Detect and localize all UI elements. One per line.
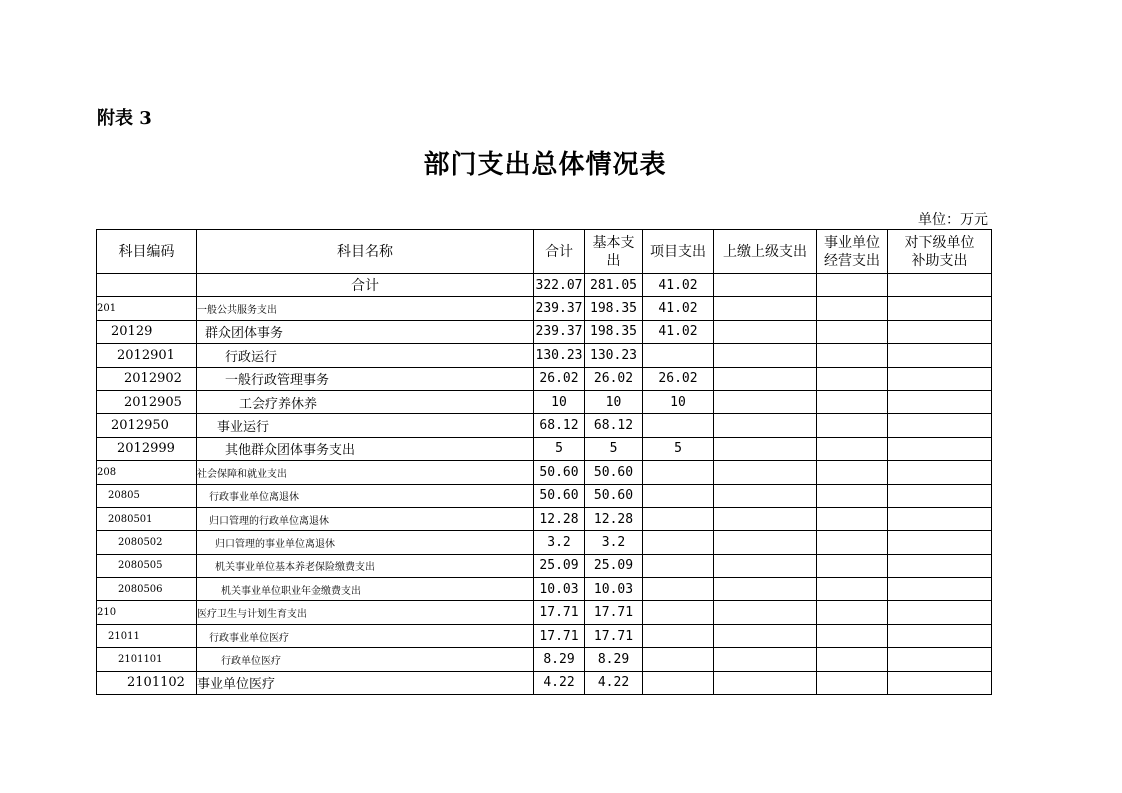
row-total: 68.12 [534,414,585,437]
row-subsidy [888,344,992,367]
row-subsidy [888,390,992,413]
table-row [97,484,992,507]
header-basic: 基本支出 [585,230,643,274]
row-subsidy [888,531,992,554]
row-business [817,461,888,484]
row-total: 50.60 [534,484,585,507]
table-row [97,531,992,554]
row-code: 20805 [97,484,197,507]
row-business [817,624,888,647]
row-business [817,671,888,694]
row-business [817,344,888,367]
row-name: 事业运行 [197,414,534,437]
row-project [643,554,714,577]
row-name: 归口管理的事业单位离退休 [197,531,534,554]
row-upper [714,297,817,320]
row-code: 208 [97,461,197,484]
header-name: 科目名称 [197,230,534,274]
row-business [817,554,888,577]
table-row [97,297,992,320]
row-total: 26.02 [534,367,585,390]
row-business [817,367,888,390]
row-upper [714,601,817,624]
row-total: 12.28 [534,507,585,530]
table-row [97,367,992,390]
row-project: 10 [643,390,714,413]
row-project [643,671,714,694]
row-total: 10 [534,390,585,413]
row-business [817,578,888,601]
row-upper [714,671,817,694]
row-project [643,461,714,484]
row-total: 17.71 [534,624,585,647]
row-code: 2012999 [97,437,197,460]
row-code: 2080501 [97,507,197,530]
row-project [643,507,714,530]
row-subsidy [888,414,992,437]
page-title: 部门支出总体情况表 [423,150,667,180]
row-code: 2012905 [97,390,197,413]
row-subsidy [888,648,992,671]
row-total: 8.29 [534,648,585,671]
row-total: 10.03 [534,578,585,601]
row-name: 其他群众团体事务支出 [197,437,534,460]
row-code: 2080506 [97,578,197,601]
row-upper [714,344,817,367]
row-basic: 198.35 [585,297,643,320]
row-total: 3.2 [534,531,585,554]
row-name: 机关事业单位基本养老保险缴费支出 [197,554,534,577]
row-upper [714,437,817,460]
total-code-cell [97,274,197,297]
row-upper [714,414,817,437]
row-total: 239.37 [534,320,585,343]
header-upper: 上缴上级支出 [714,230,817,274]
row-upper [714,320,817,343]
total-business [817,274,888,297]
row-basic: 130.23 [585,344,643,367]
total-upper [714,274,817,297]
total-project: 41.02 [643,274,714,297]
row-upper [714,554,817,577]
row-project: 41.02 [643,320,714,343]
row-subsidy [888,507,992,530]
row-subsidy [888,320,992,343]
row-name: 一般行政管理事务 [197,367,534,390]
row-subsidy [888,624,992,647]
row-basic: 3.2 [585,531,643,554]
row-project: 26.02 [643,367,714,390]
row-project [643,531,714,554]
row-subsidy [888,367,992,390]
row-business [817,484,888,507]
row-project [643,624,714,647]
table-row [97,648,992,671]
row-basic: 12.28 [585,507,643,530]
row-basic: 50.60 [585,484,643,507]
row-subsidy [888,437,992,460]
row-subsidy [888,461,992,484]
row-basic: 26.02 [585,367,643,390]
row-total: 25.09 [534,554,585,577]
row-name: 归口管理的行政单位离退休 [197,507,534,530]
row-total: 4.22 [534,671,585,694]
row-code: 2101101 [97,648,197,671]
row-basic: 25.09 [585,554,643,577]
total-total: 322.07 [534,274,585,297]
row-upper [714,578,817,601]
total-row [97,274,992,297]
row-upper [714,531,817,554]
row-subsidy [888,601,992,624]
row-upper [714,367,817,390]
row-upper [714,648,817,671]
row-project [643,344,714,367]
table-row [97,461,992,484]
row-project [643,601,714,624]
row-subsidy [888,671,992,694]
total-subsidy [888,274,992,297]
table-row [97,507,992,530]
row-name: 行政事业单位医疗 [197,624,534,647]
row-project: 5 [643,437,714,460]
row-basic: 68.12 [585,414,643,437]
header-total: 合计 [534,230,585,274]
row-name: 行政单位医疗 [197,648,534,671]
row-upper [714,461,817,484]
row-name: 工会疗养休养 [197,390,534,413]
row-code: 2080502 [97,531,197,554]
row-business [817,601,888,624]
header-code: 科目编码 [97,230,197,274]
row-name: 行政运行 [197,344,534,367]
total-basic: 281.05 [585,274,643,297]
row-business [817,320,888,343]
table-row [97,578,992,601]
row-project [643,578,714,601]
row-name: 群众团体事务 [197,320,534,343]
row-basic: 10 [585,390,643,413]
header-row [97,230,992,274]
table-row [97,390,992,413]
row-business [817,437,888,460]
row-upper [714,624,817,647]
row-basic: 50.60 [585,461,643,484]
row-upper [714,507,817,530]
expenditure-table [96,229,992,695]
row-code: 21011 [97,624,197,647]
table-row [97,554,992,577]
row-name: 医疗卫生与计划生育支出 [197,601,534,624]
row-name: 机关事业单位职业年金缴费支出 [197,578,534,601]
row-code: 2012950 [97,414,197,437]
row-business [817,531,888,554]
row-subsidy [888,578,992,601]
row-subsidy [888,484,992,507]
unit-label: 单位：万元 [918,212,988,228]
row-subsidy [888,554,992,577]
table-row [97,624,992,647]
row-code: 210 [97,601,197,624]
row-upper [714,390,817,413]
row-project: 41.02 [643,297,714,320]
total-label: 合计 [197,274,534,297]
row-upper [714,484,817,507]
row-basic: 8.29 [585,648,643,671]
row-name: 社会保障和就业支出 [197,461,534,484]
attachment-label: 附表 3 [97,108,152,129]
row-code: 20129 [97,320,197,343]
table-row [97,414,992,437]
row-project [643,648,714,671]
row-name: 行政事业单位离退休 [197,484,534,507]
table-row [97,671,992,694]
row-basic: 17.71 [585,601,643,624]
row-business [817,414,888,437]
row-business [817,390,888,413]
table-row [97,601,992,624]
row-total: 50.60 [534,461,585,484]
row-basic: 5 [585,437,643,460]
header-subsidy: 对下级单位补助支出 [888,230,992,274]
table-row [97,437,992,460]
row-code: 2012902 [97,367,197,390]
table-row [97,344,992,367]
header-business: 事业单位经营支出 [817,230,888,274]
row-code: 2012901 [97,344,197,367]
row-subsidy [888,297,992,320]
header-project: 项目支出 [643,230,714,274]
row-business [817,648,888,671]
row-business [817,297,888,320]
table-row [97,320,992,343]
row-name: 一般公共服务支出 [197,297,534,320]
row-basic: 17.71 [585,624,643,647]
row-project [643,484,714,507]
row-code: 2101102 [97,671,197,694]
row-name: 事业单位医疗 [197,671,534,694]
row-basic: 4.22 [585,671,643,694]
row-total: 130.23 [534,344,585,367]
row-total: 17.71 [534,601,585,624]
row-code: 2080505 [97,554,197,577]
row-code: 201 [97,297,197,320]
row-project [643,414,714,437]
row-business [817,507,888,530]
row-total: 5 [534,437,585,460]
row-total: 239.37 [534,297,585,320]
row-basic: 10.03 [585,578,643,601]
row-basic: 198.35 [585,320,643,343]
